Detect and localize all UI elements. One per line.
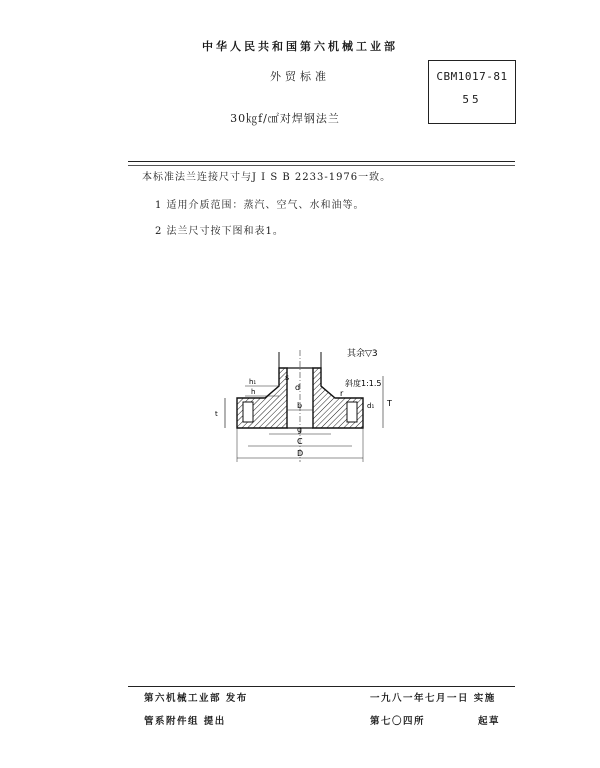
page-number: 55 [462,93,482,106]
header-rule-thin [128,165,515,166]
intro-paragraph: 本标准法兰连接尺寸与J I S B 2233-1976一致。 [142,172,392,183]
dim-h: h [251,388,256,396]
drafted-label: 起草 [478,716,501,727]
dim-D: D [297,449,304,458]
standard-type: 外贸标准 [270,70,330,83]
dim-s: s [285,373,290,382]
standard-title: 30㎏f/㎠对焊钢法兰 [230,112,340,125]
dim-r: r [340,389,344,398]
standard-code: CBM1017-81 [436,70,508,83]
bolt-hole-left [243,402,253,422]
bolt-hole-right [347,402,357,422]
dim-c: C [297,437,303,446]
dim-h1: h₁ [249,378,257,386]
proposer-line: 管系附件组 提出 [144,716,226,727]
dim-t: t [215,410,218,418]
clause-1: 1 适用介质范围：蒸汽、空气、水和油等。 [155,200,365,211]
effective-date: 一九八一年七月一日 实施 [370,693,496,704]
slope-note: 斜度1:1.5 [345,379,382,388]
dim-d1: d₁ [367,402,375,410]
dim-T: T [387,399,392,408]
ministry-name: 中华人民共和国第六机械工业部 [202,40,398,53]
standard-code-box [428,60,516,124]
issuer-line: 第六机械工业部 发布 [144,693,248,704]
dim-g: g [297,425,303,434]
flange-drawing [205,340,435,470]
surface-finish-note: 其余▽3 [347,349,378,359]
footer-rule [128,686,515,687]
clause-2: 2 法兰尺寸按下图和表1。 [155,226,284,237]
drafting-institute: 第七〇四所 [370,716,426,727]
dim-d: d [295,383,301,392]
header-rule [128,161,515,162]
dim-b: b [297,401,303,410]
